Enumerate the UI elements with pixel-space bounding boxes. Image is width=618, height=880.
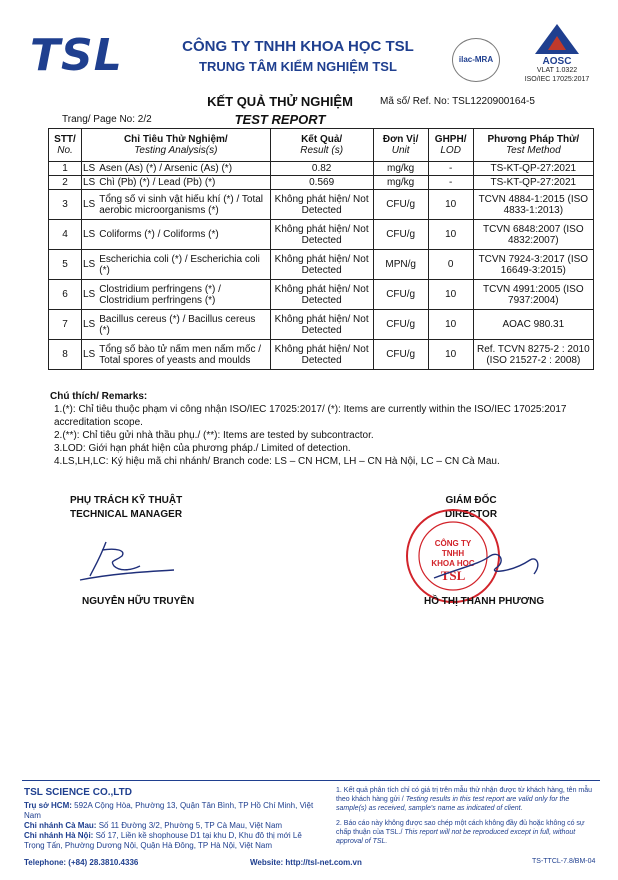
company-name: CÔNG TY TNHH KHOA HỌC TSL: [182, 38, 414, 55]
svg-text:TNHH: TNHH: [441, 549, 465, 558]
footer-hanoi: Chi nhánh Hà Nội: Số 17, Liền kề shophouse D1 tại khu D, Khu đô thị mới Lê Trọng Tấn, Phường Dương Nội, Quận Hà Đông, TP Hà Nội, Việt Nam: [24, 831, 302, 850]
footer-address: [24, 788, 324, 851]
footer-camau: Chi nhánh Cà Mau: Số 11 Đường 3/2, Phường 5, TP Cà Mau, Việt Nam: [24, 821, 283, 830]
row-unit: CFU/g: [373, 190, 428, 220]
row-method: TCVN 7924-3:2017 (ISO 16649-3:2015): [473, 250, 593, 280]
ilac-mra-logo: ilac-MRA: [452, 38, 500, 82]
header-result: Kết Quả/ Result (s): [270, 129, 373, 162]
row-result: Không phát hiện/ Not Detected: [270, 220, 373, 250]
row-method: AOAC 980.31: [473, 310, 593, 340]
row-result: Không phát hiện/ Not Detected: [270, 250, 373, 280]
row-result: Không phát hiện/ Not Detected: [270, 190, 373, 220]
results-table: [48, 128, 594, 370]
vlat-code: VLAT 1.0322: [536, 67, 578, 74]
remarks-heading: Chú thích/ Remarks:: [50, 391, 148, 402]
form-code: TS-TTCL-7.8/BM-04: [532, 858, 596, 865]
row-analysis: Coliforms (*) / Coliforms (*): [96, 220, 270, 250]
row-method: TS-KT-QP-27:2021: [473, 176, 593, 190]
footer-company: TSL SCIENCE CO.,LTD: [24, 787, 132, 798]
footer-website[interactable]: Website: http://tsl-net.com.vn: [250, 858, 362, 867]
row-method: TCVN 6848:2007 (ISO 4832:2007): [473, 220, 593, 250]
row-analysis: Chì (Pb) (*) / Lead (Pb) (*): [96, 176, 270, 190]
svg-text:TSL: TSL: [440, 568, 466, 583]
director-name: HỒ THỊ THANH PHƯƠNG: [424, 596, 545, 607]
row-analysis: Tổng số vi sinh vật hiếu khí (*) / Total aerobic microorganisms (*): [96, 190, 270, 220]
table-row: [49, 310, 594, 340]
row-method: TCVN 4991:2005 (ISO 7937:2004): [473, 280, 593, 310]
row-no: 2: [49, 176, 82, 190]
table-row: [49, 220, 594, 250]
remark-item: 2.(**): Chỉ tiêu gửi nhà thầu phụ./ (**): Items are tested by subcontractor.: [54, 430, 374, 441]
row-branch: LS: [82, 250, 97, 280]
row-no: 3: [49, 190, 82, 220]
tm-title-en: TECHNICAL MANAGER: [70, 509, 183, 520]
row-result: 0.569: [270, 176, 373, 190]
row-unit: mg/kg: [373, 162, 428, 176]
row-unit: MPN/g: [373, 250, 428, 280]
row-result: 0.82: [270, 162, 373, 176]
report-title: [180, 94, 380, 127]
header-lod: GHPH/ LOD: [428, 129, 473, 162]
footer-notes: [336, 786, 598, 852]
svg-text:KHOA HỌC: KHOA HỌC: [431, 559, 475, 568]
technical-manager-title: [70, 494, 182, 522]
header-unit: Đơn Vị/ Unit: [373, 129, 428, 162]
company-header: [168, 38, 428, 74]
technical-manager-signature: [70, 530, 180, 590]
iso-standard: ISO/IEC 17025:2017: [524, 76, 590, 83]
row-analysis: Asen (As) (*) / Arsenic (As) (*): [96, 162, 270, 176]
row-result: Không phát hiện/ Not Detected: [270, 280, 373, 310]
remark-item: 3.LOD: Giới hạn phát hiện của phương pháp./ Limited of detection.: [54, 443, 351, 454]
row-analysis: Bacillus cereus (*) / Bacillus cereus (*): [96, 310, 270, 340]
row-result: Không phát hiện/ Not Detected: [270, 310, 373, 340]
row-method: Ref. TCVN 8275-2 : 2010 (ISO 21527-2 : 2008): [473, 340, 593, 370]
header-no: STT/ No.: [49, 129, 82, 162]
row-no: 7: [49, 310, 82, 340]
table-row: [49, 176, 594, 190]
table-row: [49, 280, 594, 310]
row-no: 8: [49, 340, 82, 370]
row-result: Không phát hiện/ Not Detected: [270, 340, 373, 370]
row-lod: 0: [428, 250, 473, 280]
tm-title-vn: PHỤ TRÁCH KỸ THUẬT: [70, 495, 183, 506]
director-title-vn: GIÁM ĐỐC: [445, 495, 497, 506]
row-no: 6: [49, 280, 82, 310]
row-unit: CFU/g: [373, 220, 428, 250]
row-branch: LS: [83, 163, 96, 174]
row-branch: LS: [82, 340, 97, 370]
row-analysis: Clostridium perfringens (*) / Clostridium perfringens (*): [96, 280, 270, 310]
footer-divider: [22, 780, 600, 781]
table-row: [49, 250, 594, 280]
row-analysis: Tổng số bào tử nấm men nấm mốc / Total spores of yeasts and moulds: [96, 340, 270, 370]
row-method: TCVN 4884-1:2015 (ISO 4833-1:2013): [473, 190, 593, 220]
table-header-row: [49, 129, 594, 162]
row-lod: 10: [428, 280, 473, 310]
row-lod: 10: [428, 190, 473, 220]
tsl-logo: TSL: [30, 30, 123, 81]
row-lod: 10: [428, 220, 473, 250]
report-title-en: TEST REPORT: [234, 112, 326, 127]
row-method: TS-KT-QP-27:2021: [473, 162, 593, 176]
table-row: [49, 162, 594, 176]
report-title-vn: KẾT QUẢ THỬ NGHIỆM: [207, 94, 353, 109]
header-analysis: Chỉ Tiêu Thử Nghiệm/ Testing Analysis(s): [82, 129, 271, 162]
row-no: 4: [49, 220, 82, 250]
row-unit: CFU/g: [373, 310, 428, 340]
director-title-en: DIRECTOR: [445, 509, 498, 520]
row-no: 1: [49, 162, 82, 176]
page-number: Trang/ Page No: 2/2: [62, 114, 152, 125]
table-row: [49, 190, 594, 220]
footer-note-2: 2. Báo cáo này không được sao chép một cách không đầy đủ hoặc không có sự chấp thuận của TSL./ This report will not be reproduced except in full, without approval of TSL.: [336, 820, 585, 845]
remark-item: 1.(*): Chỉ tiêu thuộc phạm vi công nhận ISO/IEC 17025:2017/ (*): Items are currently within the ISO/IEC 17025:2017 accreditation scope.: [54, 404, 567, 428]
row-branch: LS: [82, 220, 97, 250]
footer-hq: Trụ sở HCM: 592A Cộng Hòa, Phường 13, Quận Tân Bình, TP Hồ Chí Minh, Việt Nam: [24, 801, 314, 820]
row-analysis: Escherichia coli (*) / Escherichia coli (*): [96, 250, 270, 280]
row-branch: LS: [82, 310, 97, 340]
director-signature: [430, 538, 550, 593]
row-lod: 10: [428, 340, 473, 370]
center-name: TRUNG TÂM KIỂM NGHIỆM TSL: [199, 59, 397, 74]
footer-phone: Telephone: (+84) 28.3810.4336: [24, 858, 139, 867]
header-method: Phương Pháp Thử/ Test Method: [473, 129, 593, 162]
aosc-logo: [514, 24, 600, 94]
aosc-triangle-icon: [535, 24, 579, 54]
row-lod: 10: [428, 310, 473, 340]
reference-number: Mã số/ Ref. No: TSL1220900164-5: [380, 96, 535, 107]
row-no: 5: [49, 250, 82, 280]
row-branch: LS: [83, 177, 96, 188]
table-row: [49, 340, 594, 370]
footer-note-1: 1. Kết quả phân tích chỉ có giá trị trên mẫu thử nhận được từ khách hàng, tên mẫu theo khách hàng gửi / Testing results in this test report are valid only for the sample(s) as received, sample's name as indicated of client.: [336, 787, 593, 812]
row-branch: LS: [82, 280, 97, 310]
row-lod: -: [428, 176, 473, 190]
technical-manager-name: NGUYỄN HỮU TRUYỀN: [82, 596, 195, 607]
aosc-label: AOSC: [542, 56, 572, 67]
row-lod: -: [428, 162, 473, 176]
svg-text:CÔNG TY: CÔNG TY: [434, 539, 472, 548]
row-unit: mg/kg: [373, 176, 428, 190]
row-unit: CFU/g: [373, 340, 428, 370]
row-branch: LS: [82, 190, 97, 220]
remarks: [50, 390, 590, 468]
remark-item: 4.LS,LH,LC: Ký hiệu mã chi nhánh/ Branch code: LS – CN HCM, LH – CN Hà Nội, LC – CN Cà Mau.: [54, 456, 500, 467]
row-unit: CFU/g: [373, 280, 428, 310]
